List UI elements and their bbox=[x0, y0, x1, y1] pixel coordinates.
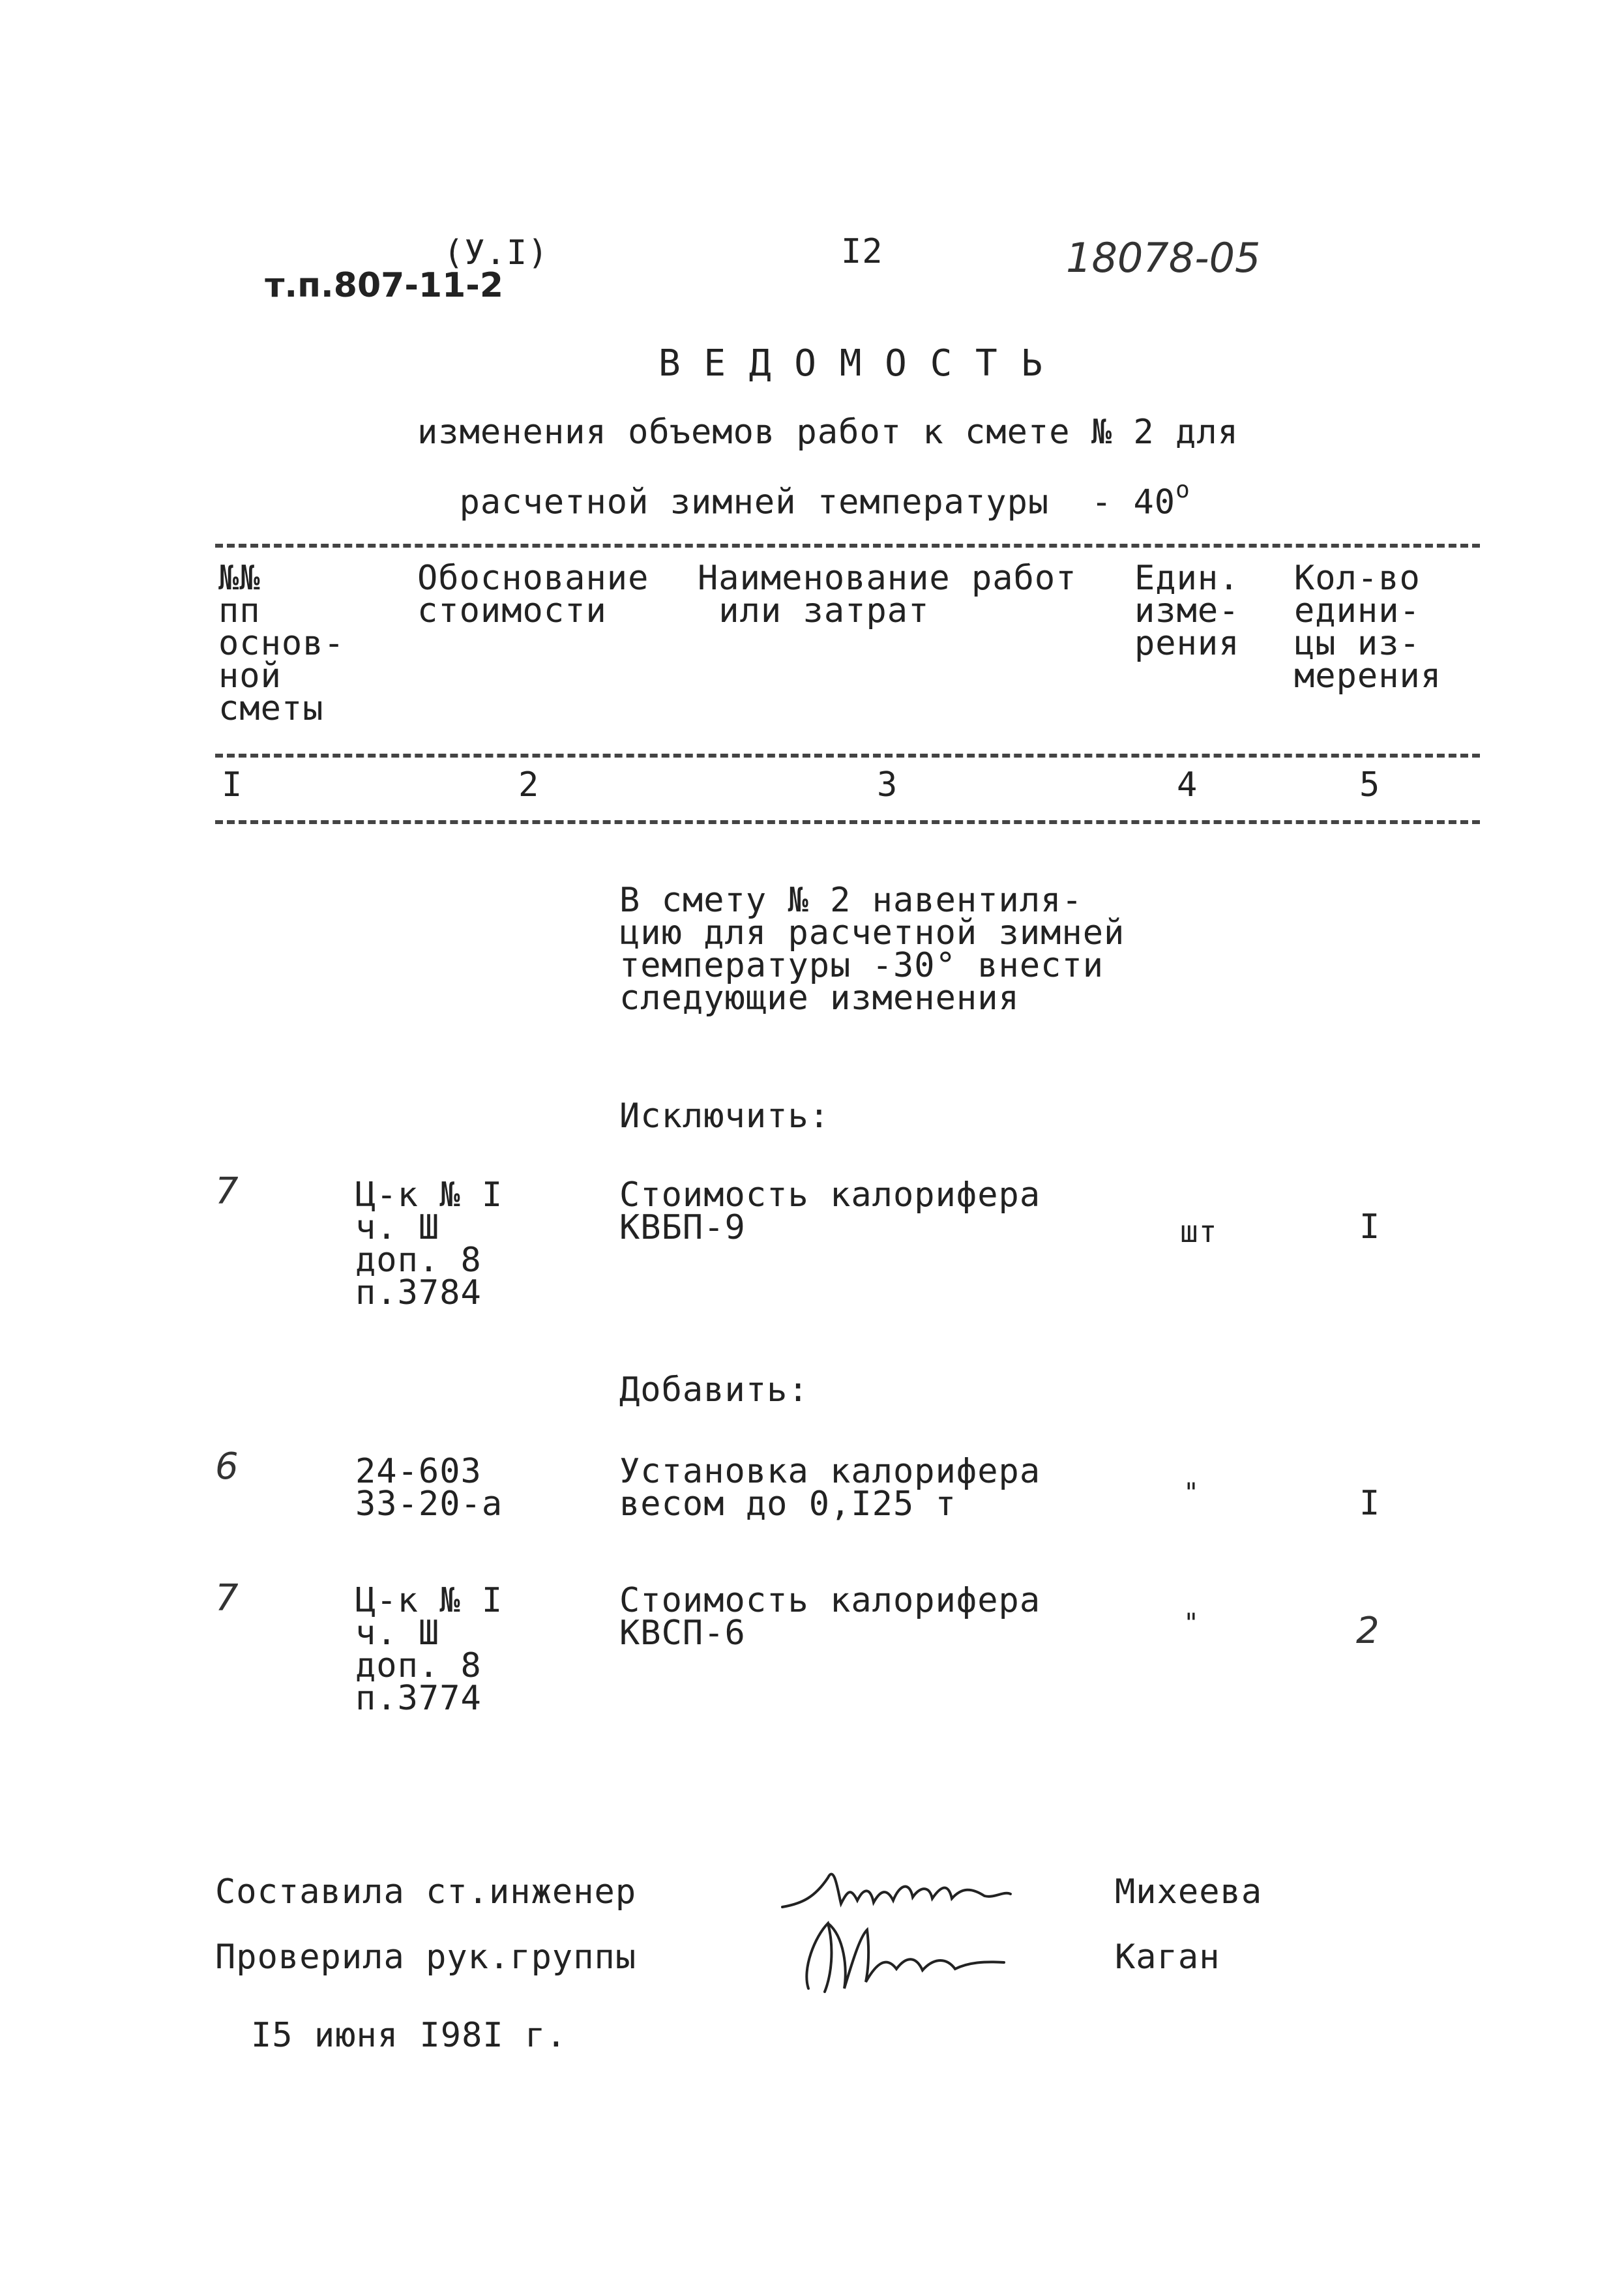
row-2-name-line: Установка калорифера bbox=[619, 1452, 1041, 1491]
subtitle-line-1: изменения объемов работ к смете № 2 для bbox=[417, 413, 1239, 452]
row-2-unit: " bbox=[1183, 1478, 1200, 1508]
header-col-1-line: №№ bbox=[218, 559, 261, 598]
header-col-1-line: ной bbox=[218, 657, 282, 696]
header-col-1-line: пп bbox=[218, 591, 261, 630]
compiled-by-label: Составила ст.инженер bbox=[215, 1872, 637, 1912]
table-top-rule bbox=[215, 544, 1480, 548]
row-1-basis-line: ч. Ш bbox=[355, 1208, 440, 1247]
header-col-5-line: цы из- bbox=[1294, 624, 1421, 663]
column-numbers-bottom-rule bbox=[215, 820, 1480, 824]
row-3-basis-line: п.3774 bbox=[355, 1679, 482, 1718]
row-3-name-line: Стоимость калорифера bbox=[619, 1581, 1041, 1620]
header-col-1-line: основ- bbox=[218, 624, 345, 663]
row-3-basis-line: ч. Ш bbox=[355, 1614, 440, 1653]
row-1-unit: шт bbox=[1180, 1214, 1218, 1249]
row-3-num: 7 bbox=[215, 1577, 239, 1619]
row-1-name-line: Стоимость калорифера bbox=[619, 1175, 1041, 1215]
row-1-basis-line: Ц-к № I bbox=[355, 1175, 503, 1215]
header-volume: (У.I) bbox=[443, 233, 549, 273]
header-col-1 bbox=[218, 561, 345, 726]
row-1-qty: I bbox=[1359, 1207, 1381, 1247]
intro-line: В смету № 2 навентиля- bbox=[619, 881, 1083, 920]
header-col-3-line: или затрат bbox=[698, 591, 930, 630]
row-2-basis bbox=[355, 1454, 503, 1522]
row-3-qty: 2 bbox=[1356, 1610, 1380, 1652]
degree-sign: о bbox=[1175, 477, 1190, 503]
intro-line: цию для расчетной зимней bbox=[619, 913, 1125, 953]
add-label: Добавить: bbox=[619, 1370, 809, 1410]
column-number-4: 4 bbox=[1177, 765, 1198, 805]
column-number-5: 5 bbox=[1359, 765, 1381, 805]
checked-by-name: Каган bbox=[1115, 1938, 1220, 1977]
header-col-4-line: рения bbox=[1134, 624, 1240, 663]
row-3-basis-line: доп. 8 bbox=[355, 1646, 482, 1685]
header-col-5-line: едини- bbox=[1294, 591, 1421, 630]
row-1-basis bbox=[355, 1177, 503, 1310]
header-col-3-line: Наименование работ bbox=[698, 559, 1077, 598]
intro-line: температуры -30° внести bbox=[619, 946, 1104, 985]
row-3-basis-line: Ц-к № I bbox=[355, 1581, 503, 1620]
checked-by-label: Проверила рук.группы bbox=[215, 1938, 637, 1977]
row-1-num: 7 bbox=[215, 1170, 239, 1213]
subtitle-line-2 bbox=[417, 449, 1190, 522]
column-number-1: I bbox=[222, 765, 243, 805]
column-number-2: 2 bbox=[518, 765, 540, 805]
row-1-basis-line: п.3784 bbox=[355, 1273, 482, 1312]
header-bottom-rule bbox=[215, 754, 1480, 758]
header-col-4-line: изме- bbox=[1134, 591, 1240, 630]
row-3-unit: " bbox=[1183, 1608, 1200, 1638]
intro-paragraph bbox=[619, 883, 1125, 1016]
row-2-basis-line: 33-20-а bbox=[355, 1485, 503, 1524]
row-3-name bbox=[619, 1583, 1041, 1651]
column-number-3: 3 bbox=[877, 765, 898, 805]
header-col-5 bbox=[1294, 561, 1441, 694]
subtitle-line-2-text: расчетной зимней температуры - 40 bbox=[459, 482, 1176, 522]
document-date: I5 июня I98I г. bbox=[251, 2016, 567, 2055]
header-col-2-line: Обоснование bbox=[417, 559, 649, 598]
row-2-name-line: весом до 0,I25 т bbox=[619, 1485, 956, 1524]
row-1-name bbox=[619, 1177, 1041, 1245]
document-number: 18078-05 bbox=[1066, 234, 1261, 282]
header-col-1-line: сметы bbox=[218, 689, 324, 728]
row-1-name-line: КВБП-9 bbox=[619, 1208, 746, 1247]
compiled-by-name: Михеева bbox=[1115, 1872, 1263, 1912]
header-col-2-line: стоимости bbox=[417, 591, 607, 630]
header-col-3 bbox=[698, 561, 1077, 628]
header-col-5-line: Кол-во bbox=[1294, 559, 1421, 598]
row-1-basis-line: доп. 8 bbox=[355, 1241, 482, 1280]
page-number: I2 bbox=[841, 232, 883, 271]
row-3-name-line: КВСП-6 bbox=[619, 1614, 746, 1653]
row-2-num: 6 bbox=[215, 1445, 239, 1488]
project-code: т.п.807-11-2 bbox=[265, 266, 504, 305]
header-col-4 bbox=[1134, 561, 1240, 661]
row-2-basis-line: 24-603 bbox=[355, 1452, 482, 1491]
row-3-basis bbox=[355, 1583, 503, 1716]
row-2-name bbox=[619, 1454, 1041, 1522]
header-col-4-line: Един. bbox=[1134, 559, 1240, 598]
signature-kagan bbox=[789, 1910, 1011, 2002]
header-col-5-line: мерения bbox=[1294, 657, 1442, 696]
intro-line: следующие изменения bbox=[619, 979, 1020, 1018]
exclude-label: Исключить: bbox=[619, 1097, 831, 1136]
document-title: В Е Д О М О С Т Ь bbox=[658, 342, 1044, 385]
header-col-2 bbox=[417, 561, 649, 628]
row-2-qty: I bbox=[1359, 1484, 1381, 1523]
